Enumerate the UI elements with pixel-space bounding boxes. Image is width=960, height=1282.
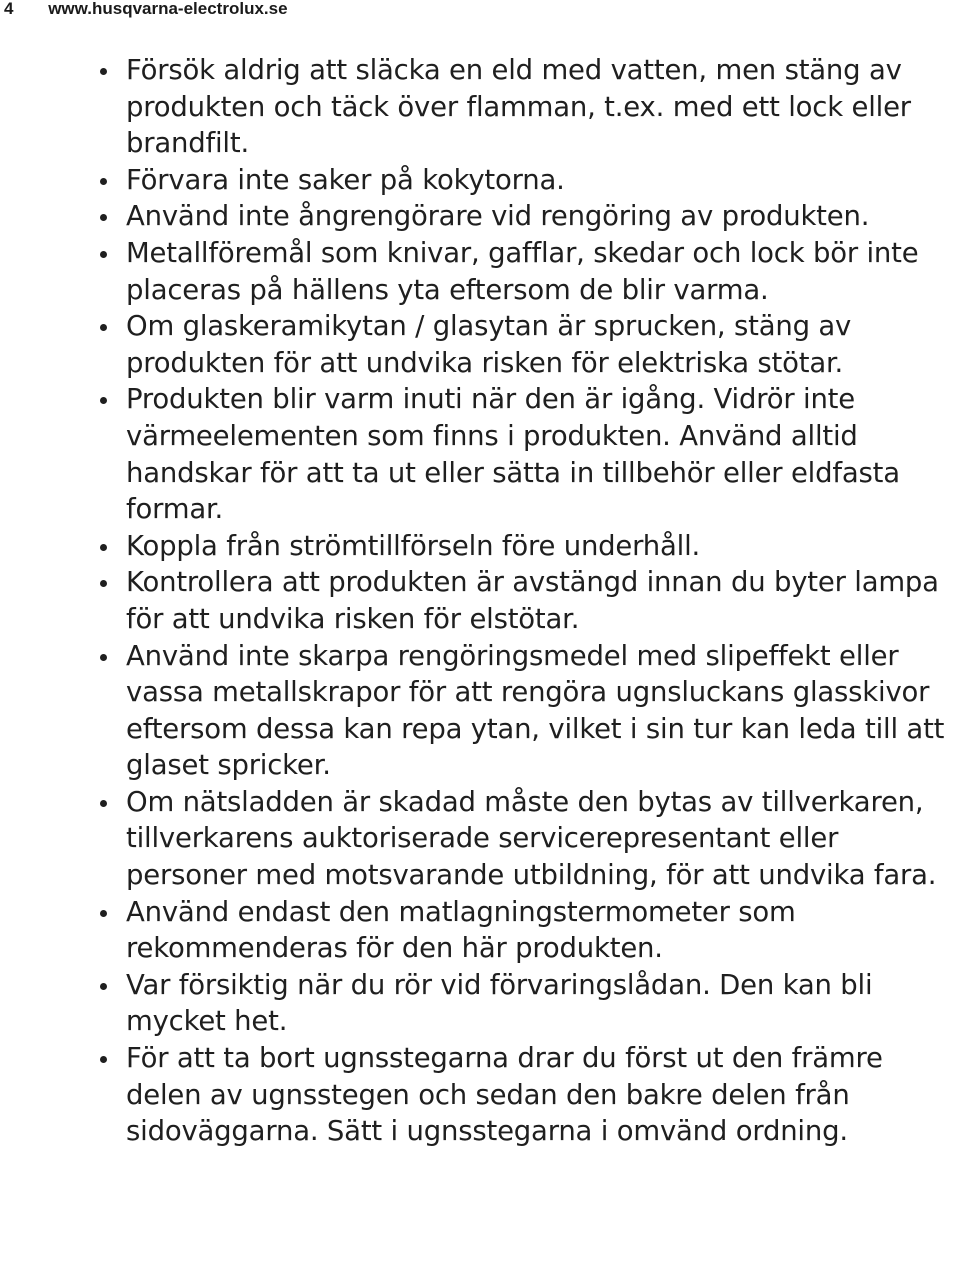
list-item — [98, 235, 958, 308]
list-item-text: Om glaskeramikytan / glasytan är sprucken, stäng av produkten för att undvika risken för elektriska stötar. — [126, 310, 852, 379]
list-item-text: Kontrollera att produkten är avstängd innan du byter lampa för att undvika risken för elstötar. — [126, 566, 939, 635]
list-item-text: Metallföremål som knivar, gafflar, skedar och lock bör inte placeras på hällens yta eftersom de blir varma. — [126, 236, 919, 306]
list-item-text: Var försiktig när du rör vid förvaringslådan. Den kan bli mycket het. — [126, 968, 873, 1038]
page-number: 4 — [4, 0, 14, 18]
list-item-text: Använd inte skarpa rengöringsmedel med slipeffekt eller vassa metallskrapor för att rengöra ugnsluckans glasskivor eftersom dessa kan repa ytan, vilket i sin tur kan leda till att glaset spricker. — [126, 639, 945, 782]
bullet-icon — [100, 324, 107, 331]
bullet-icon — [100, 800, 107, 807]
bullet-icon — [100, 654, 107, 661]
list-item — [98, 162, 958, 199]
list-item-text: Försök aldrig att släcka en eld med vatten, men stäng av produkten och täck över flamman, t.ex. med ett lock eller brandfilt. — [126, 54, 911, 160]
bullet-icon — [100, 251, 107, 258]
safety-instructions-list — [98, 52, 958, 1150]
list-item — [98, 564, 958, 637]
list-item — [98, 528, 958, 565]
bullet-icon — [100, 910, 107, 917]
bullet-icon — [100, 1056, 107, 1063]
bullet-icon — [100, 397, 107, 404]
page-header — [4, 0, 288, 20]
list-item-text: Förvara inte saker på kokytorna. — [126, 163, 565, 196]
list-item — [98, 784, 958, 894]
list-item — [98, 198, 958, 235]
bullet-icon — [100, 178, 107, 185]
list-item-text: Produkten blir varm inuti när den är igång. Vidrör inte värmeelementen som finns i produkten. Använd alltid handskar för att ta ut eller sätta in tillbehör eller eldfasta formar. — [126, 383, 900, 526]
bullet-icon — [100, 983, 107, 990]
list-item-text: Koppla från strömtillförseln före underhåll. — [126, 529, 701, 562]
list-item — [98, 967, 958, 1040]
bullet-icon — [100, 544, 107, 551]
list-item — [98, 52, 958, 162]
list-item — [98, 308, 958, 381]
list-item-text: Använd inte ångrengörare vid rengöring av produkten. — [126, 200, 870, 233]
list-item-text: Använd endast den matlagningstermometer som rekommenderas för den här produkten. — [126, 895, 796, 965]
bullet-icon — [100, 580, 107, 587]
list-item — [98, 381, 958, 527]
website-url: www.husqvarna-electrolux.se — [48, 0, 288, 18]
bullet-icon — [100, 214, 107, 221]
bullet-icon — [100, 68, 107, 75]
list-item-text: Om nätsladden är skadad måste den bytas av tillverkaren, tillverkarens auktoriserade servicerepresentant eller personer med motsvarande utbildning, för att undvika fara. — [126, 785, 937, 892]
list-item — [98, 1040, 958, 1150]
list-item — [98, 638, 958, 784]
list-item-text: För att ta bort ugnsstegarna drar du först ut den främre delen av ugnsstegen och sedan den bakre delen från sidoväggarna. Sätt i ugnsstegarna i omvänd ordning. — [126, 1042, 883, 1148]
list-item — [98, 894, 958, 967]
